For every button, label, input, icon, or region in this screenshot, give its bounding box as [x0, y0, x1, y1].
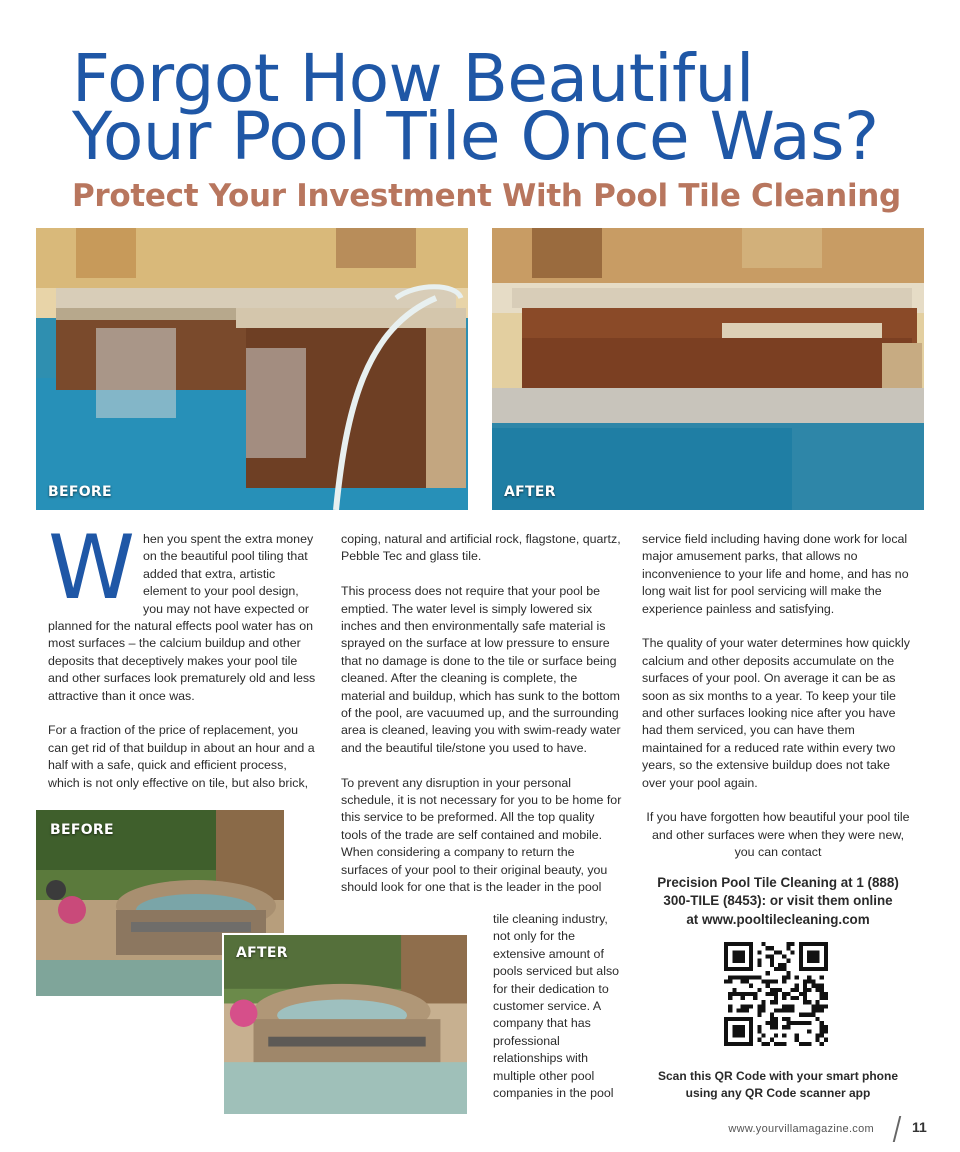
article-column-2-wrap — [493, 911, 623, 1120]
top-before-photo — [36, 228, 468, 510]
subheading: Protect Your Investment With Pool Tile Cleaning — [72, 178, 901, 214]
footer-url: www.yourvillamagazine.com — [728, 1123, 874, 1135]
article-paragraph: If you have forgotten how beautiful your pool tile and other surfaces were when they were new, you can contact — [646, 810, 910, 860]
top-before-label: BEFORE — [48, 484, 112, 500]
article-paragraph: The quality of your water determines how quickly calcium and other deposits accumulate on the surfaces of your pool. On average it can be as soon as six months to a year. To keep your tile and other surfaces looking nice after you have had them serviced, you can have them maintained for a reduced rate within every two years, so the extensive buildup does not take over your pool again. — [642, 636, 910, 790]
footer-divider — [893, 1116, 901, 1142]
headline-line-2: Your Pool Tile Once Was? — [72, 98, 879, 175]
article-paragraph-text: hen you spent the extra money on the beautiful pool tiling that added that extra, artistic element to your pool design, you may not have expected or planned for the natural effects pool water has on most surfaces – the calcium buildup and other deposits that deceptively makes your pool tile and other surfaces look prematurely old and less attractive than it once was. — [48, 532, 316, 703]
article-paragraph: coping, natural and artificial rock, flagstone, quartz, Pebble Tec and glass tile. — [341, 532, 621, 564]
article-paragraph — [48, 516, 320, 705]
article-column-2 — [341, 531, 623, 897]
bottom-before-label: BEFORE — [50, 822, 114, 838]
article-paragraph: This process does not require that your pool be emptied. The water level is simply lowered six inches and then environmentally safe material is sprayed on the surface at low pressure to ensure that no damage is done to the tile or surface being cleaned. After the cleaning is complete, the material and buildup, which has sunk to the bottom of the pool, are vacuumed up, and the surrounding area is cleaned, leaving you with swim-ready water and the beautiful tile/stone you used to have. — [341, 584, 621, 755]
article-column-3 — [642, 531, 914, 929]
top-after-label: AFTER — [504, 484, 556, 500]
page-number: 11 — [912, 1119, 927, 1135]
bottom-after-label: AFTER — [236, 945, 288, 961]
article-paragraph: service field including having done work for local major amusement parks, that allows no inconvenience to your life and home, and has no long wait list for pool servicing will make the experience painless and satisfying. — [642, 532, 909, 616]
qr-code-icon — [724, 942, 828, 1046]
article-paragraph: To prevent any disruption in your personal schedule, it is not necessary for you to be home for this service to be preformed. All the top quality tools of the trade are self contained and mobile. When considering a company to return the surfaces of your pool to their original beauty, you should look for one that is the leader in the pool — [341, 775, 622, 895]
headline-line-1: Forgot How Beautiful — [72, 40, 754, 117]
headline — [72, 40, 932, 175]
drop-cap: W — [48, 516, 136, 619]
qr-caption: Scan this QR Code with your smart phone using any QR Code scanner app — [657, 1069, 899, 1100]
contact-info: Precision Pool Tile Cleaning at 1 (888) 300-TILE (8453): or visit them online at www.pooltilecleaning.com — [657, 874, 899, 927]
top-after-photo — [492, 228, 924, 510]
article-paragraph: tile cleaning industry, not only for the extensive amount of pools serviced but also for their dedication to customer service. A company that has professional relationships with multiple other pool companies in the pool — [493, 912, 620, 1101]
article-column-1 — [48, 516, 320, 809]
article-paragraph: For a fraction of the price of replacement, you can get rid of that buildup in about an hour and a half with a safe, quick and efficient process, which is not only effective on tile, but also brick, — [48, 723, 315, 790]
bottom-after-photo — [222, 933, 469, 1116]
